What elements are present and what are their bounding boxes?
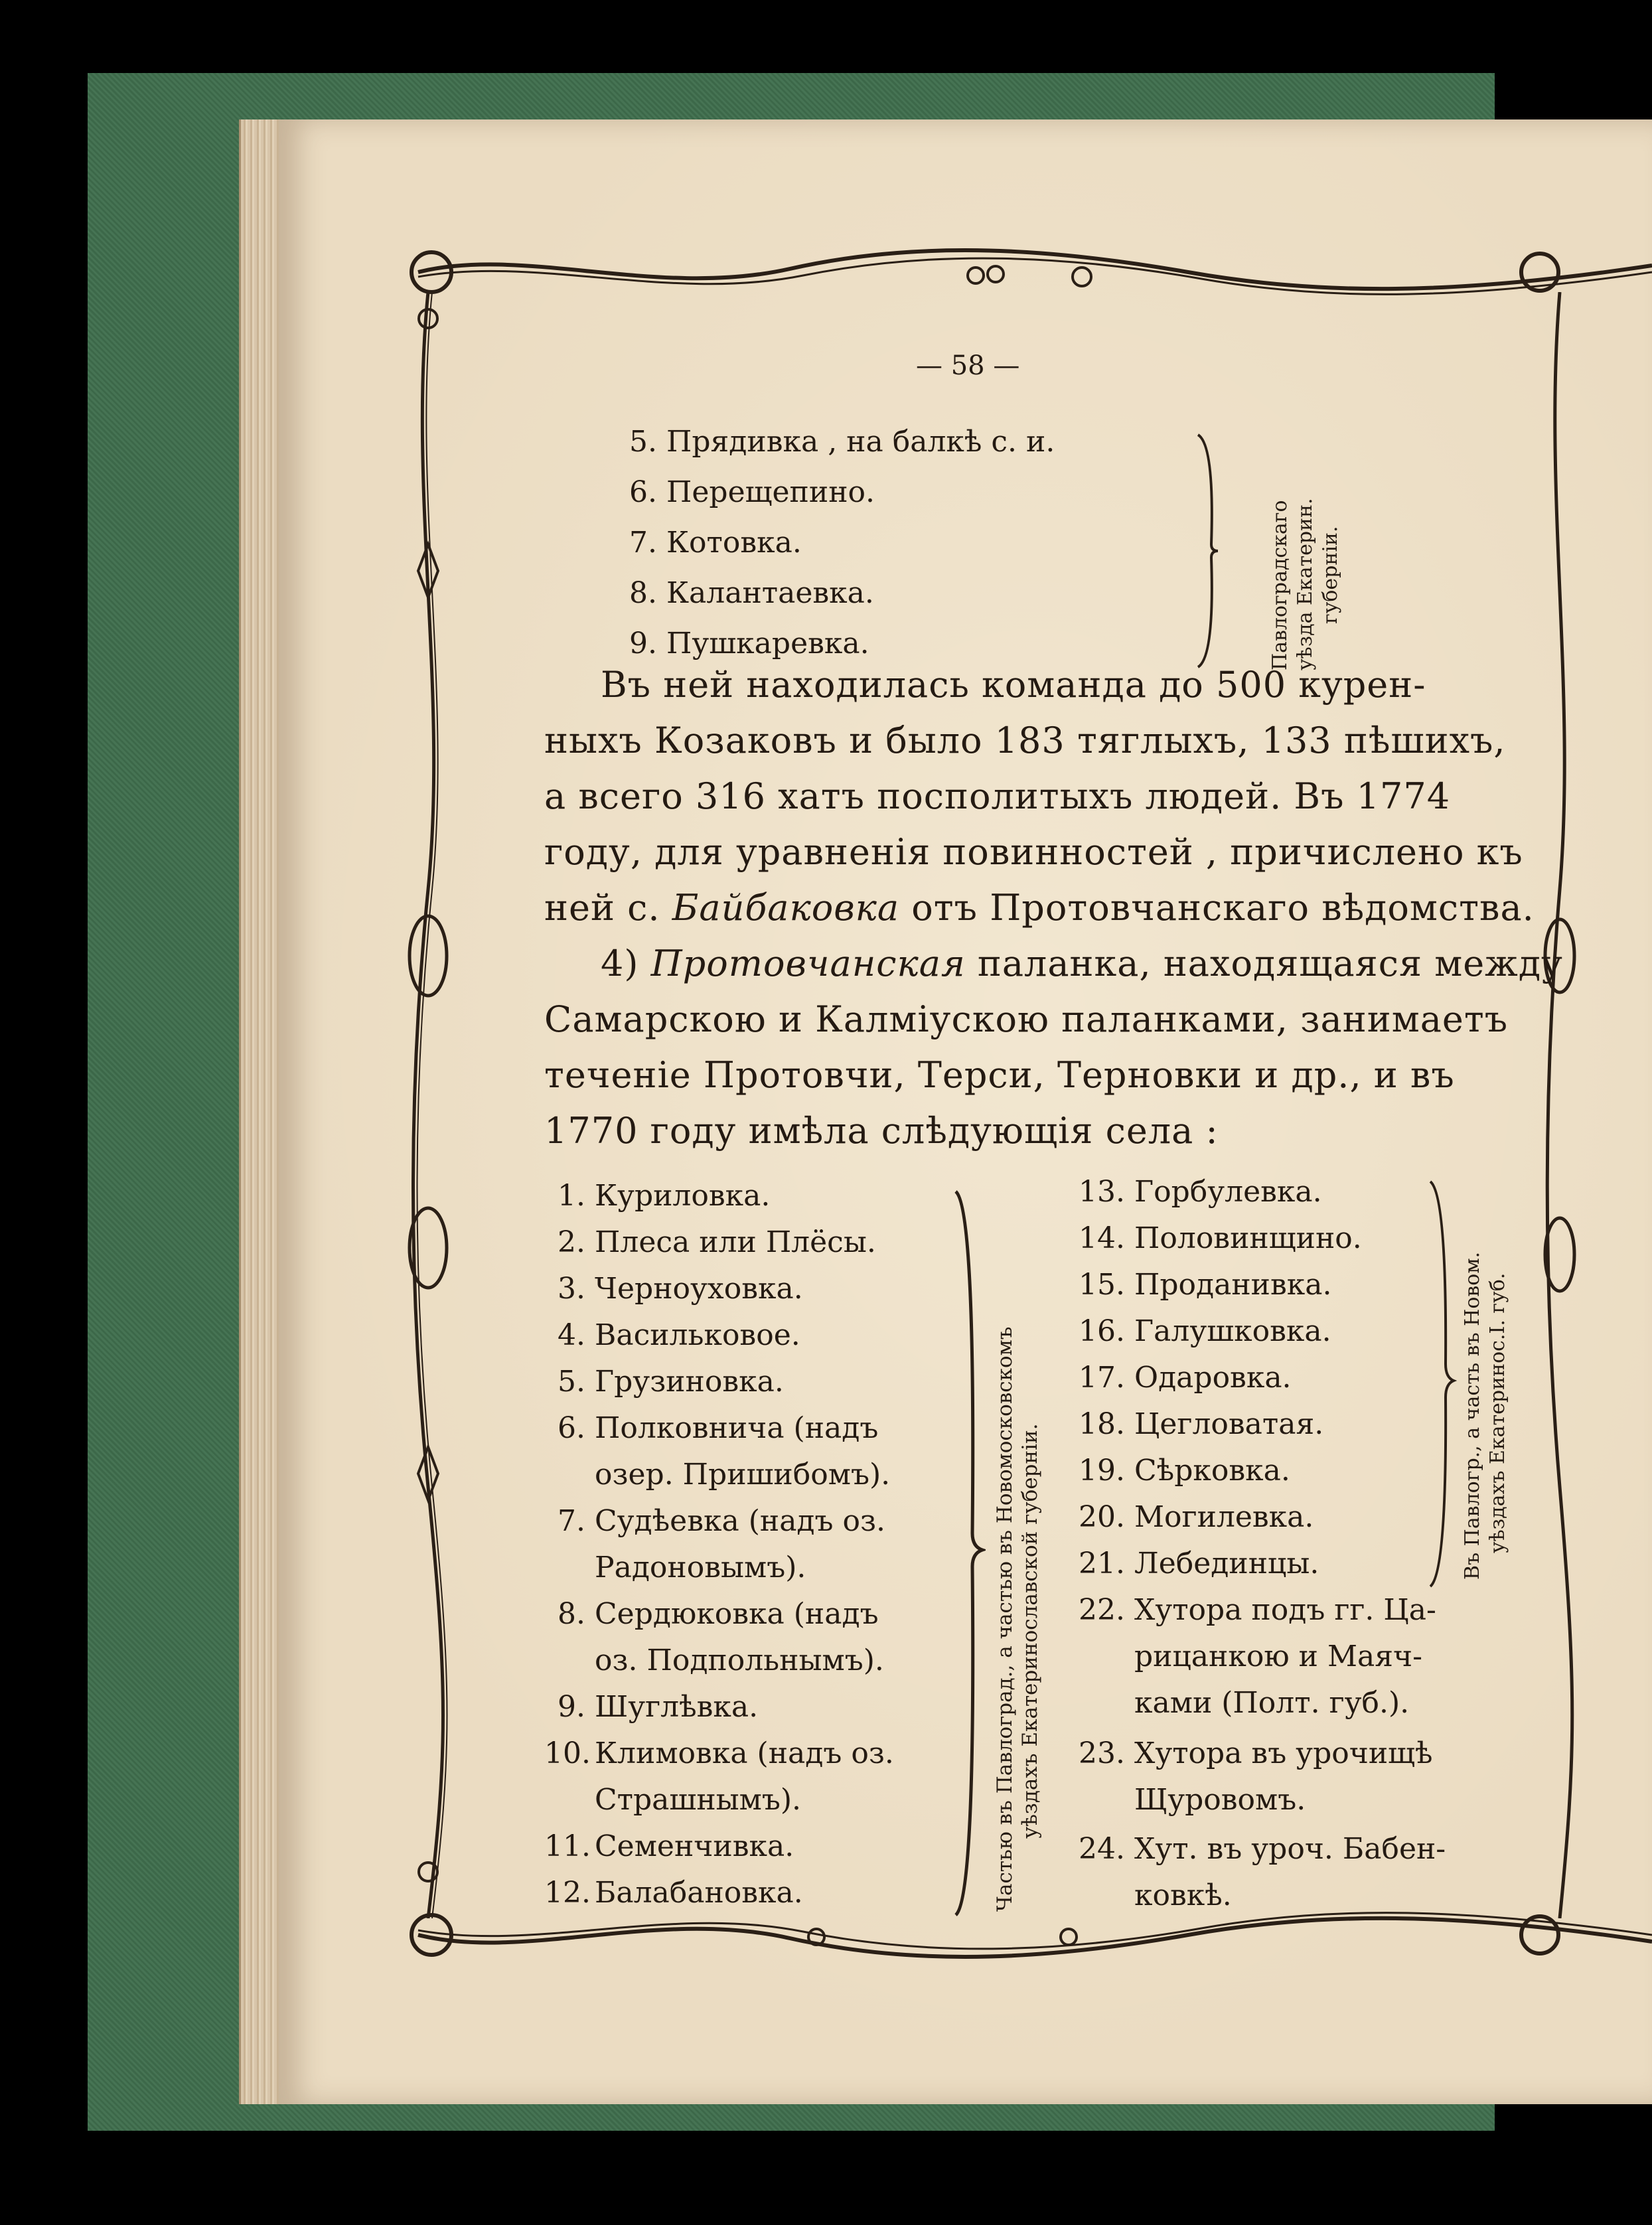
list-item: Щуровомъ. [1134,1783,1306,1817]
list-item: 11. Семенчивка. [544,1829,794,1863]
list-item: 9. Пушкаревка. [629,627,869,660]
list-item: 10. Климовка (надъ оз. [544,1736,894,1770]
text-line: теченіе Протовчи, Терси, Терновки и др., и въ [544,1054,1455,1096]
ornament-top-border [392,236,1652,309]
text-line: ней с. Байбаковка отъ Протовчанскаго вѣдомства. [544,887,1535,929]
list-item: 8. Калантаевка. [629,576,874,610]
list-item: 14. Половинщино. [1079,1221,1362,1255]
list-item: ками (Полт. губ.). [1134,1686,1410,1720]
text-line: 4) Протовчанская паланка, находящаяся между [601,943,1563,984]
ornament-left-border [402,292,455,1918]
list-item: 7. Судѣевка (надъ оз. [558,1504,885,1538]
list-item: оз. Подпольнымъ). [595,1644,884,1677]
list-item: Страшнымъ). [595,1783,802,1817]
list-item: 19. Сѣрковка. [1079,1454,1290,1488]
brace [1195,431,1221,670]
text-line: 1770 году имѣла слѣдующія села : [544,1110,1219,1152]
list-item: 23. Хутора въ урочищѣ [1079,1736,1433,1770]
text-line: Въ ней находилась команда до 500 курен- [601,664,1426,706]
text-line: году, для уравненія повинностей , причислено къ [544,831,1523,873]
list-item: 9. Шуглѣвка. [558,1690,759,1724]
list-item: 21. Лебединцы. [1079,1547,1319,1580]
list-item: 4. Васильковое. [558,1318,800,1352]
list-item: 22. Хутора подъ гг. Ца- [1079,1593,1436,1627]
list-item: 8. Сердюковка (надъ [558,1597,879,1631]
list-item: 12. Балабановка. [544,1876,803,1910]
list-item: ковкѣ. [1134,1879,1232,1912]
page-number: — 58 — [916,350,1020,381]
list-item: 17. Одаровка. [1079,1361,1292,1395]
list-item: 24. Хут. въ уроч. Бабен- [1079,1832,1446,1866]
list-item: 5. Грузиновка. [558,1365,784,1399]
list-item: 3. Черноуховка. [558,1272,803,1306]
brace [1427,1178,1457,1590]
list-item: рицанкою и Маяч- [1134,1640,1422,1673]
brace [952,1188,986,1918]
vertical-note-right: Въ Павлогр., а часть въ Новом. уѣздахъ Екатеринос.І. губ. [1461,1251,1509,1580]
list-item: 20. Могилевка. [1079,1500,1314,1534]
list-item: 2. Плеса или Плёсы. [558,1225,876,1259]
list-item: 18. Цегловатая. [1079,1407,1324,1441]
list-item: 13. Горбулевка. [1079,1175,1322,1209]
list-item: 5. Прядивка , на балкѣ с. и. [629,425,1055,459]
text-line: Самарскою и Калміускою паланками, занимаетъ [544,998,1509,1040]
vertical-note-group1: Павлоградскаго уѣзда Екатерин. губерніи. [1268,498,1342,670]
text-line: а всего 316 хатъ посполитыхъ людей. Въ 1774 [544,775,1451,817]
ornament-right-border [1540,292,1580,1918]
text-line: ныхъ Козаковъ и было 183 тяглыхъ, 133 пѣшихъ, [544,720,1506,761]
list-item: 15. Проданивка. [1079,1268,1332,1302]
list-item: 6. Полковнича (надъ [558,1411,879,1445]
list-item: 1. Куриловка. [558,1179,771,1213]
list-item: озер. Пришибомъ). [595,1458,891,1492]
list-item: 16. Галушковка. [1079,1314,1331,1348]
list-item: Радоновымъ). [595,1551,806,1584]
vertical-note-left: Частью въ Павлоград., а частью въ Новомосковскомъ уѣздахъ Екатеринославской губерніи. [993,1326,1042,1912]
list-item: 7. Котовка. [629,526,802,560]
list-item: 6. Перещепино. [629,475,875,509]
